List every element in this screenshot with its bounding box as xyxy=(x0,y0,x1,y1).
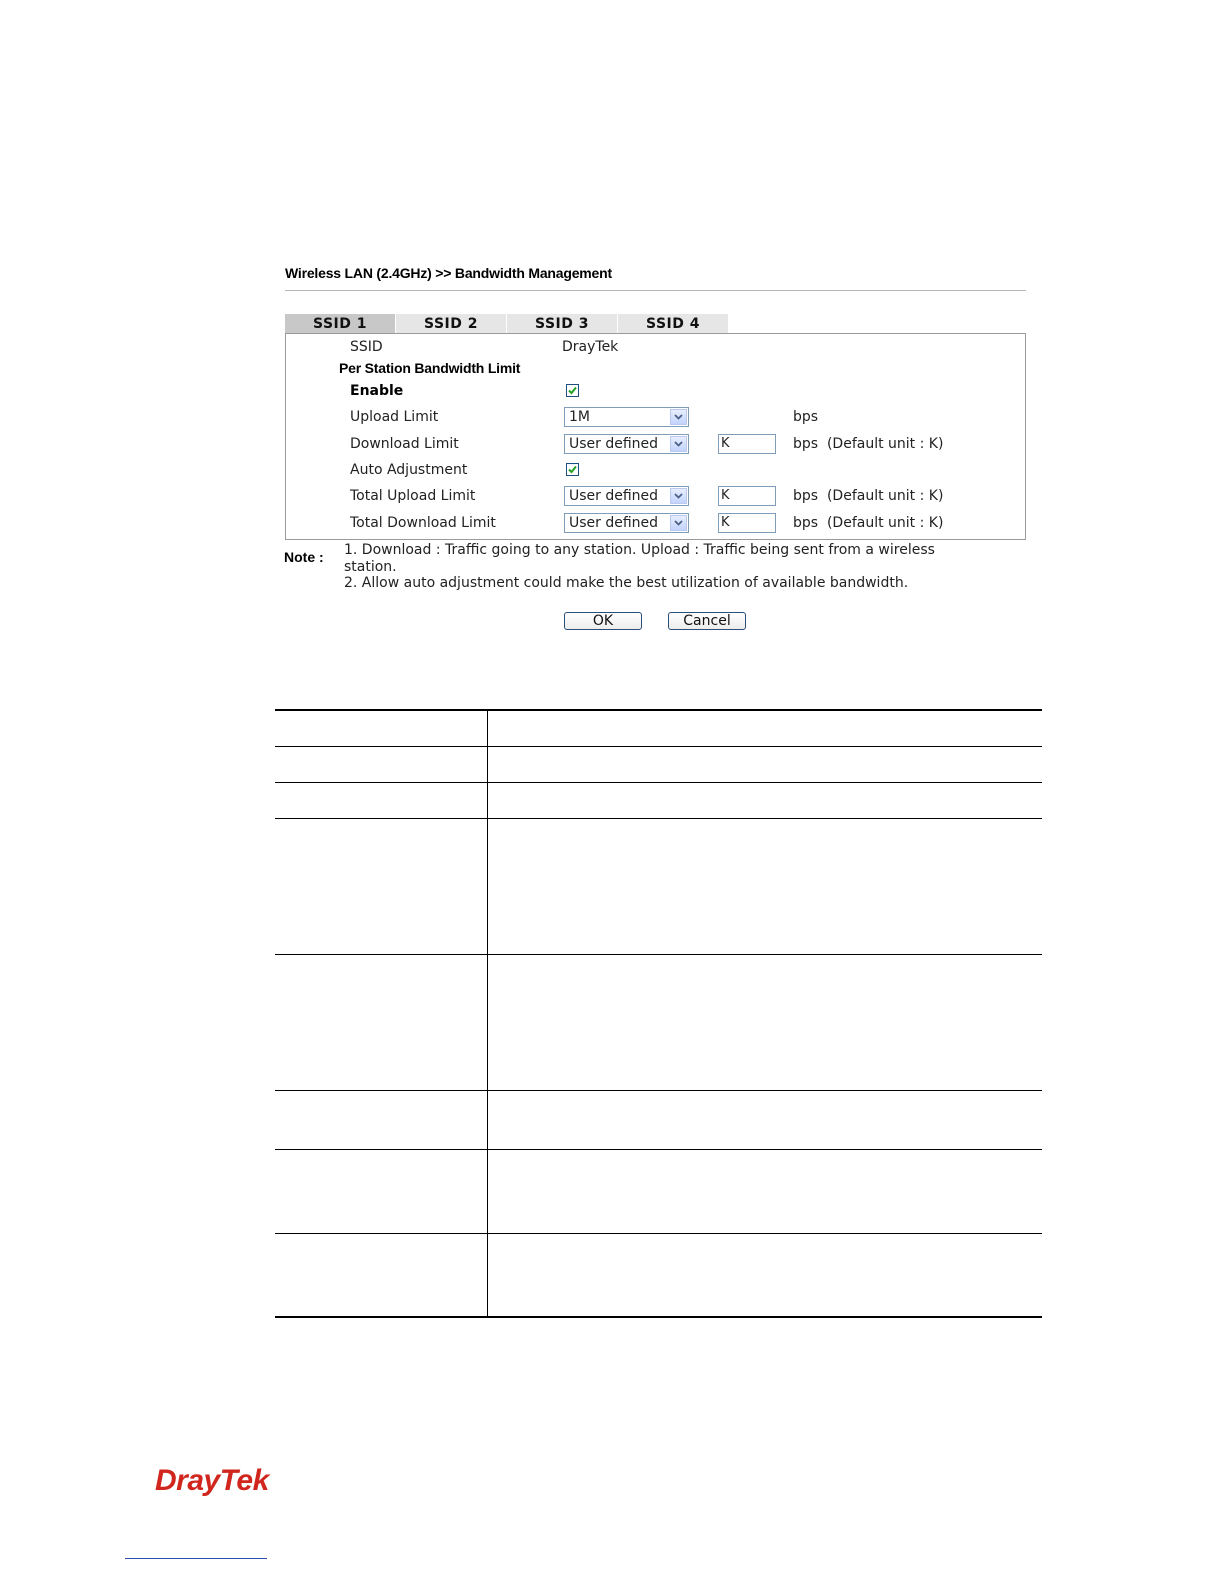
ssid-tabs xyxy=(285,314,729,334)
footer-rule xyxy=(125,1558,267,1559)
ssid-value: DrayTek xyxy=(562,339,619,355)
draytek-logo: DrayTek xyxy=(155,1464,269,1497)
ok-button[interactable]: OK xyxy=(564,612,642,630)
download-limit-label: Download Limit xyxy=(350,436,459,452)
auto-adjustment-label: Auto Adjustment xyxy=(350,462,468,478)
total-upload-limit-input[interactable]: K xyxy=(718,486,776,506)
tab-ssid-2[interactable]: SSID 2 xyxy=(396,314,506,334)
total-upload-limit-unit: bps (Default unit : K) xyxy=(793,488,944,504)
download-limit-value: User defined xyxy=(569,436,659,452)
table-column-divider xyxy=(487,710,488,1317)
download-limit-unit: bps (Default unit : K) xyxy=(793,436,944,452)
total-download-limit-label: Total Download Limit xyxy=(350,515,496,531)
table-rule xyxy=(275,782,1042,783)
table-rule-top xyxy=(275,709,1042,711)
chevron-down-icon xyxy=(670,409,687,425)
tab-ssid-1[interactable]: SSID 1 xyxy=(285,314,395,334)
tab-ssid-3[interactable]: SSID 3 xyxy=(507,314,617,334)
upload-limit-label: Upload Limit xyxy=(350,409,439,425)
total-download-limit-unit: bps (Default unit : K) xyxy=(793,515,944,531)
table-rule xyxy=(275,954,1042,955)
table-rule xyxy=(275,1233,1042,1234)
upload-limit-value: 1M xyxy=(569,409,590,425)
note-line-2: 2. Allow auto adjustment could make the best utilization of available bandwidth. xyxy=(344,575,909,591)
ssid-label: SSID xyxy=(350,339,383,355)
auto-adjustment-checkbox[interactable] xyxy=(566,463,579,476)
checkmark-icon xyxy=(567,385,578,396)
page-title: Wireless LAN (2.4GHz) >> Bandwidth Management xyxy=(285,265,612,281)
section-label: Per Station Bandwidth Limit xyxy=(339,360,521,376)
title-divider xyxy=(285,290,1026,291)
note-line-1: 1. Download : Traffic going to any station. Upload : Traffic being sent from a wireless station. xyxy=(344,542,935,575)
total-upload-limit-select[interactable] xyxy=(564,486,689,506)
total-download-limit-value: User defined xyxy=(569,515,659,531)
checkmark-icon xyxy=(567,464,578,475)
table-rule xyxy=(275,818,1042,819)
cancel-button[interactable]: Cancel xyxy=(668,612,746,630)
table-rule-bottom xyxy=(275,1316,1042,1318)
total-download-limit-input[interactable]: K xyxy=(718,513,776,533)
enable-label: Enable xyxy=(350,383,404,399)
total-download-limit-select[interactable] xyxy=(564,513,689,533)
table-rule xyxy=(275,746,1042,747)
chevron-down-icon xyxy=(670,436,687,452)
table-rule xyxy=(275,1090,1042,1091)
total-upload-limit-label: Total Upload Limit xyxy=(350,488,476,504)
tab-ssid-4[interactable]: SSID 4 xyxy=(618,314,728,334)
note-label: Note : xyxy=(284,549,324,565)
total-upload-limit-value: User defined xyxy=(569,488,659,504)
chevron-down-icon xyxy=(670,488,687,504)
chevron-down-icon xyxy=(670,515,687,531)
upload-limit-unit: bps xyxy=(793,409,819,425)
note-text xyxy=(344,542,1024,592)
download-limit-input[interactable]: K xyxy=(718,434,776,454)
enable-checkbox[interactable] xyxy=(566,384,579,397)
upload-limit-select[interactable] xyxy=(564,407,689,427)
download-limit-select[interactable] xyxy=(564,434,689,454)
table-rule xyxy=(275,1149,1042,1150)
